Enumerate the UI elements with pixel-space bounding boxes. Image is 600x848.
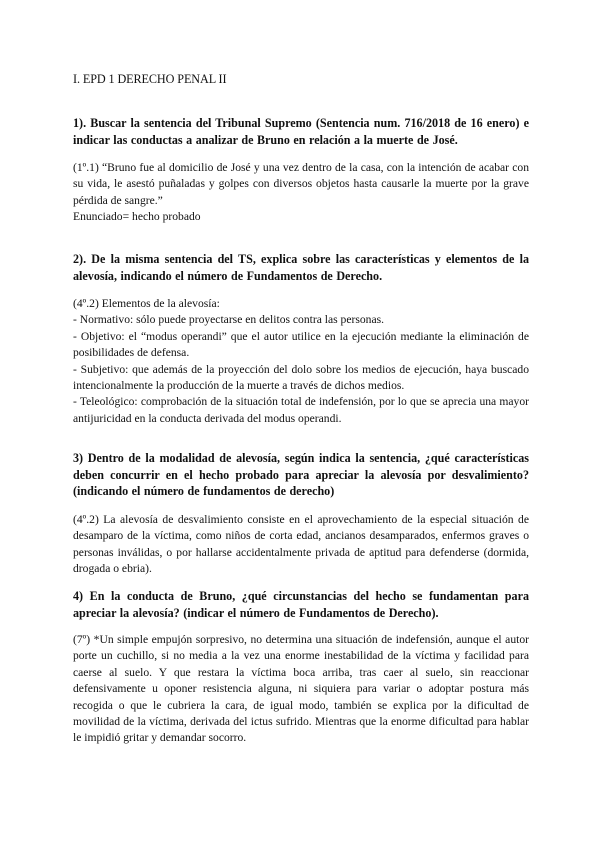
answer-2 bbox=[73, 296, 529, 427]
question-2: 2). De la misma sentencia del TS, explica sobre las características y elementos de la alevosía, indicando el número de Fundamentos de Derecho. bbox=[73, 252, 529, 283]
section-1 bbox=[73, 115, 529, 148]
question-3: 3) Dentro de la modalidad de alevosía, según indica la sentencia, ¿qué características deben concurrir en el hecho probado para apreciar la alevosía por desvalimiento? (indicando el número de fundamentos de derecho) bbox=[73, 451, 529, 498]
answer-4-paragraph: (7º) *Un simple empujón sorpresivo, no determina una situación de indefensión, aunque el autor porte un cuchillo, si no media a la vez una enorme inestabilidad de la víctima y facilidad para caerse al suelo. Y que restara la víctima boca arriba, tras caer al suelo, sin reaccionar defensivamente u oponer resistencia alguna, ni siquiera para variar o adoptar postura más recogida o que le cubriera la cara, de igual modo, también se explica por la dificultad de movilidad de la víctima, derivada del ictus sufrido. Mientras que la enorme dificultad para hablar le impidió gritar y demandar socorro. bbox=[73, 633, 529, 745]
answer-2-objetivo: - Objetivo: el “modus operandi” que el autor utilice en la ejecución mediante la eliminación de posibilidades de defensa. bbox=[73, 329, 529, 360]
answer-4 bbox=[73, 632, 529, 747]
question-1: 1). Buscar la sentencia del Tribunal Supremo (Sentencia num. 716/2018 de 16 enero) e indicar las conductas a analizar de Bruno en relación a la muerte de José. bbox=[73, 116, 529, 147]
answer-2-heading: (4º.2) Elementos de la alevosía: bbox=[73, 297, 220, 310]
question-4: 4) En la conducta de Bruno, ¿qué circunstancias del hecho se fundamentan para apreciar la alevosía? (indicar el número de Fundamentos de Derecho). bbox=[73, 589, 529, 620]
section-2 bbox=[73, 251, 529, 284]
answer-2-normativo: - Normativo: sólo puede proyectarse en delitos contra las personas. bbox=[73, 313, 385, 327]
document-title: I. EPD 1 DERECHO PENAL II bbox=[73, 72, 227, 86]
answer-2-teleologico: - Teleológico: comprobación de la situación total de indefensión, por lo que se aprecia una mayor antijuricidad en la conducta derivada del modus operandi. bbox=[73, 395, 529, 425]
answer-2-subjetivo: - Subjetivo: que además de la proyección del dolo sobre los medios de ejecución, haya buscado intencionalmente la producción de la muerte a través de dichos medios. bbox=[73, 362, 529, 393]
answer-3-paragraph: (4º.2) La alevosía de desvalimiento consiste en el aprovechamiento de la especial situación de desamparo de la víctima, como niños de corta edad, ancianos desamparados, enfermos graves o personas inválidas, o por hallarse accidentalmente privada de aptitud para defenderse (dormida, drogada o ebria). bbox=[73, 513, 529, 576]
answer-1-paragraph: (1º.1) “Bruno fue al domicilio de José y una vez dentro de la casa, con la intención de acabar con su vida, le asestó puñaladas y golpes con diversos objetos hasta causarle la muerte por la grave pérdida de sangre.” bbox=[73, 161, 529, 207]
section-3 bbox=[73, 450, 529, 500]
answer-1-note: Enunciado= hecho probado bbox=[73, 210, 201, 224]
answer-1 bbox=[73, 160, 529, 226]
answer-3 bbox=[73, 512, 529, 578]
section-4 bbox=[73, 588, 529, 621]
